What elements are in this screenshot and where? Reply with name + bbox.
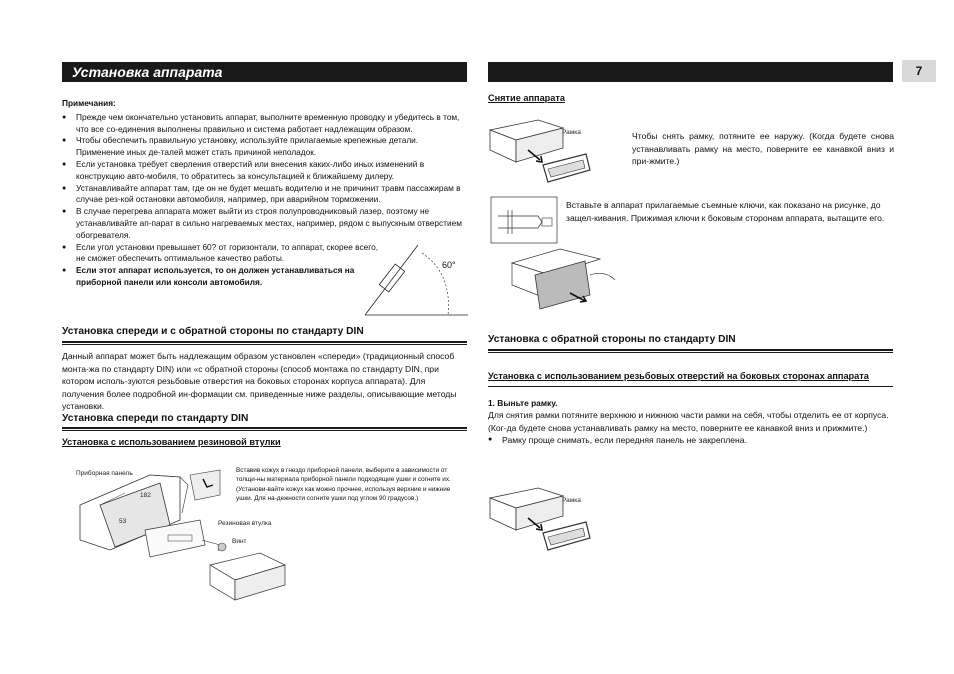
divider [62,427,467,429]
label-panel: Приборная панель [76,470,133,477]
section-header-right [488,62,893,82]
frame-removal-diagram [488,118,598,188]
label-bushing: Резиновая втулка [218,520,272,527]
note-item: ● Устанавливайте аппарат там, где он не будет мешать водителю и не причинит травм пассажирам в случае рез-кой остановки автомобиля, например, при аварийном торможении. [62,183,468,207]
note-bold-line2: приборной панели или консоли автомобиля. [76,276,263,287]
page-number: 7 [902,60,936,82]
note-item: ● Чтобы обеспечить правильную установку, используйте прилагаемые крепежные детали. Применение иных де-талей может стать причиной неполадок. [62,135,468,159]
label-182: 182 [140,492,151,499]
frame-label: Рамка [562,129,581,136]
section-front-title: Установка спереди по стандарту DIN [62,413,249,424]
key-diagram [490,196,560,244]
divider [488,349,893,351]
section-din-title: Установка спереди и с обратной стороны по стандарту DIN [62,326,364,337]
notes-heading: Примечания: [62,98,116,108]
page-title: Установка аппарата [72,64,223,80]
removal-text: Чтобы снять рамку, потяните ее наружу. (Когда будете снова устанавливать рамку на место, поверните ее канавкой вниз и при-жмите.) [632,131,894,167]
removal-title: Снятие аппарата [488,93,566,103]
step1-title: 1. Выньте рамку. [488,398,558,408]
section-front-subtitle: Установка с использованием резиновой втулки [62,437,281,447]
divider [488,386,893,387]
step1-bullets [488,434,894,447]
frame-removal-diagram-2 [488,486,598,556]
keys-text: Вставьте в аппарат прилагаемые съемные ключи, как показано на рисунке, до защел-кивания. Прижимая ключи к боковым сторонам аппарата, вытащите его. [566,200,885,223]
note-item: ● Прежде чем окончательно установить аппарат, выполните временную проводку и убедитесь в том, что все со-единения выполнены правильно и система работает надлежащим образом. [62,112,468,136]
step1-bullet: ● Рамку проще снимать, если передняя панель не закреплена. [488,434,894,447]
note-angle-line1: ● Если угол установки превышает 60? от горизонтали, то аппарат, скорее всего, [76,241,379,252]
note-angle-line2: не сможет обеспечить оптимальное качество работы. [76,253,285,264]
frame-label-2: Рамка [562,497,581,504]
front-fig-text: Вставив кожух в гнездо приборной панели, выберите в зависимости от толщи-ны материала приборной панели подходящие ушки и согните их. (Установи-вайте кожух как можно прочнее, используя верхние и нижние ушки. Для на-дежности согните ушки под углом 90 градусов.) [236,467,451,502]
note-bold-line1: ● Если этот аппарат используется, то он должен устанавливаться на [76,265,355,276]
angle-label: 60° [442,260,456,270]
note-item: ● Если установка требует сверления отверстий или внесения каких-либо иных изменений в конструкцию авто-мобиля, то обратитесь за консультацией к ближайшему дилеру. [62,159,468,183]
divider [62,430,467,431]
divider [488,352,893,353]
angle-diagram [360,243,470,318]
note-item: ● В случае перегрева аппарата может выйти из строя полупроводниковый лазер, поэтому не устанавливайте ап-парат в сильно нагреваемых местах, например, рядом с выпускным отверстием обогревателя. [62,206,468,241]
label-screw: Винт [232,538,247,545]
divider [62,344,467,345]
unit-removal-diagram [510,245,620,310]
section-din-body: Данный аппарат может быть надлежащим образом установлен «спереди» (традиционный способ монта-жа по стандарту DIN) или «с обратной стороны (способ монтажа по стандарту DIN, при котором исполь-зуются резьбовые отверстия на боковых сторонах корпуса аппарата). Для получения более подробной ин-формации см. приведенные ниже разделы, описывающие методы установки. [62,351,457,412]
threaded-title: Установка с использованием резьбовых отверстий на боковых сторонах аппарата [488,371,869,381]
section-header-left [62,62,467,82]
rear-title: Установка с обратной стороны по стандарту DIN [488,334,736,345]
step1-text: Для снятия рамки потяните верхнюю и нижнюю части рамки на себя, чтобы отделить ее от корпуса. (Ког-да будете снова устанавливать рамку на место, поверните ее канавкой вниз и прижмите.) [488,410,889,433]
divider [62,341,467,343]
label-53: 53 [119,518,127,525]
